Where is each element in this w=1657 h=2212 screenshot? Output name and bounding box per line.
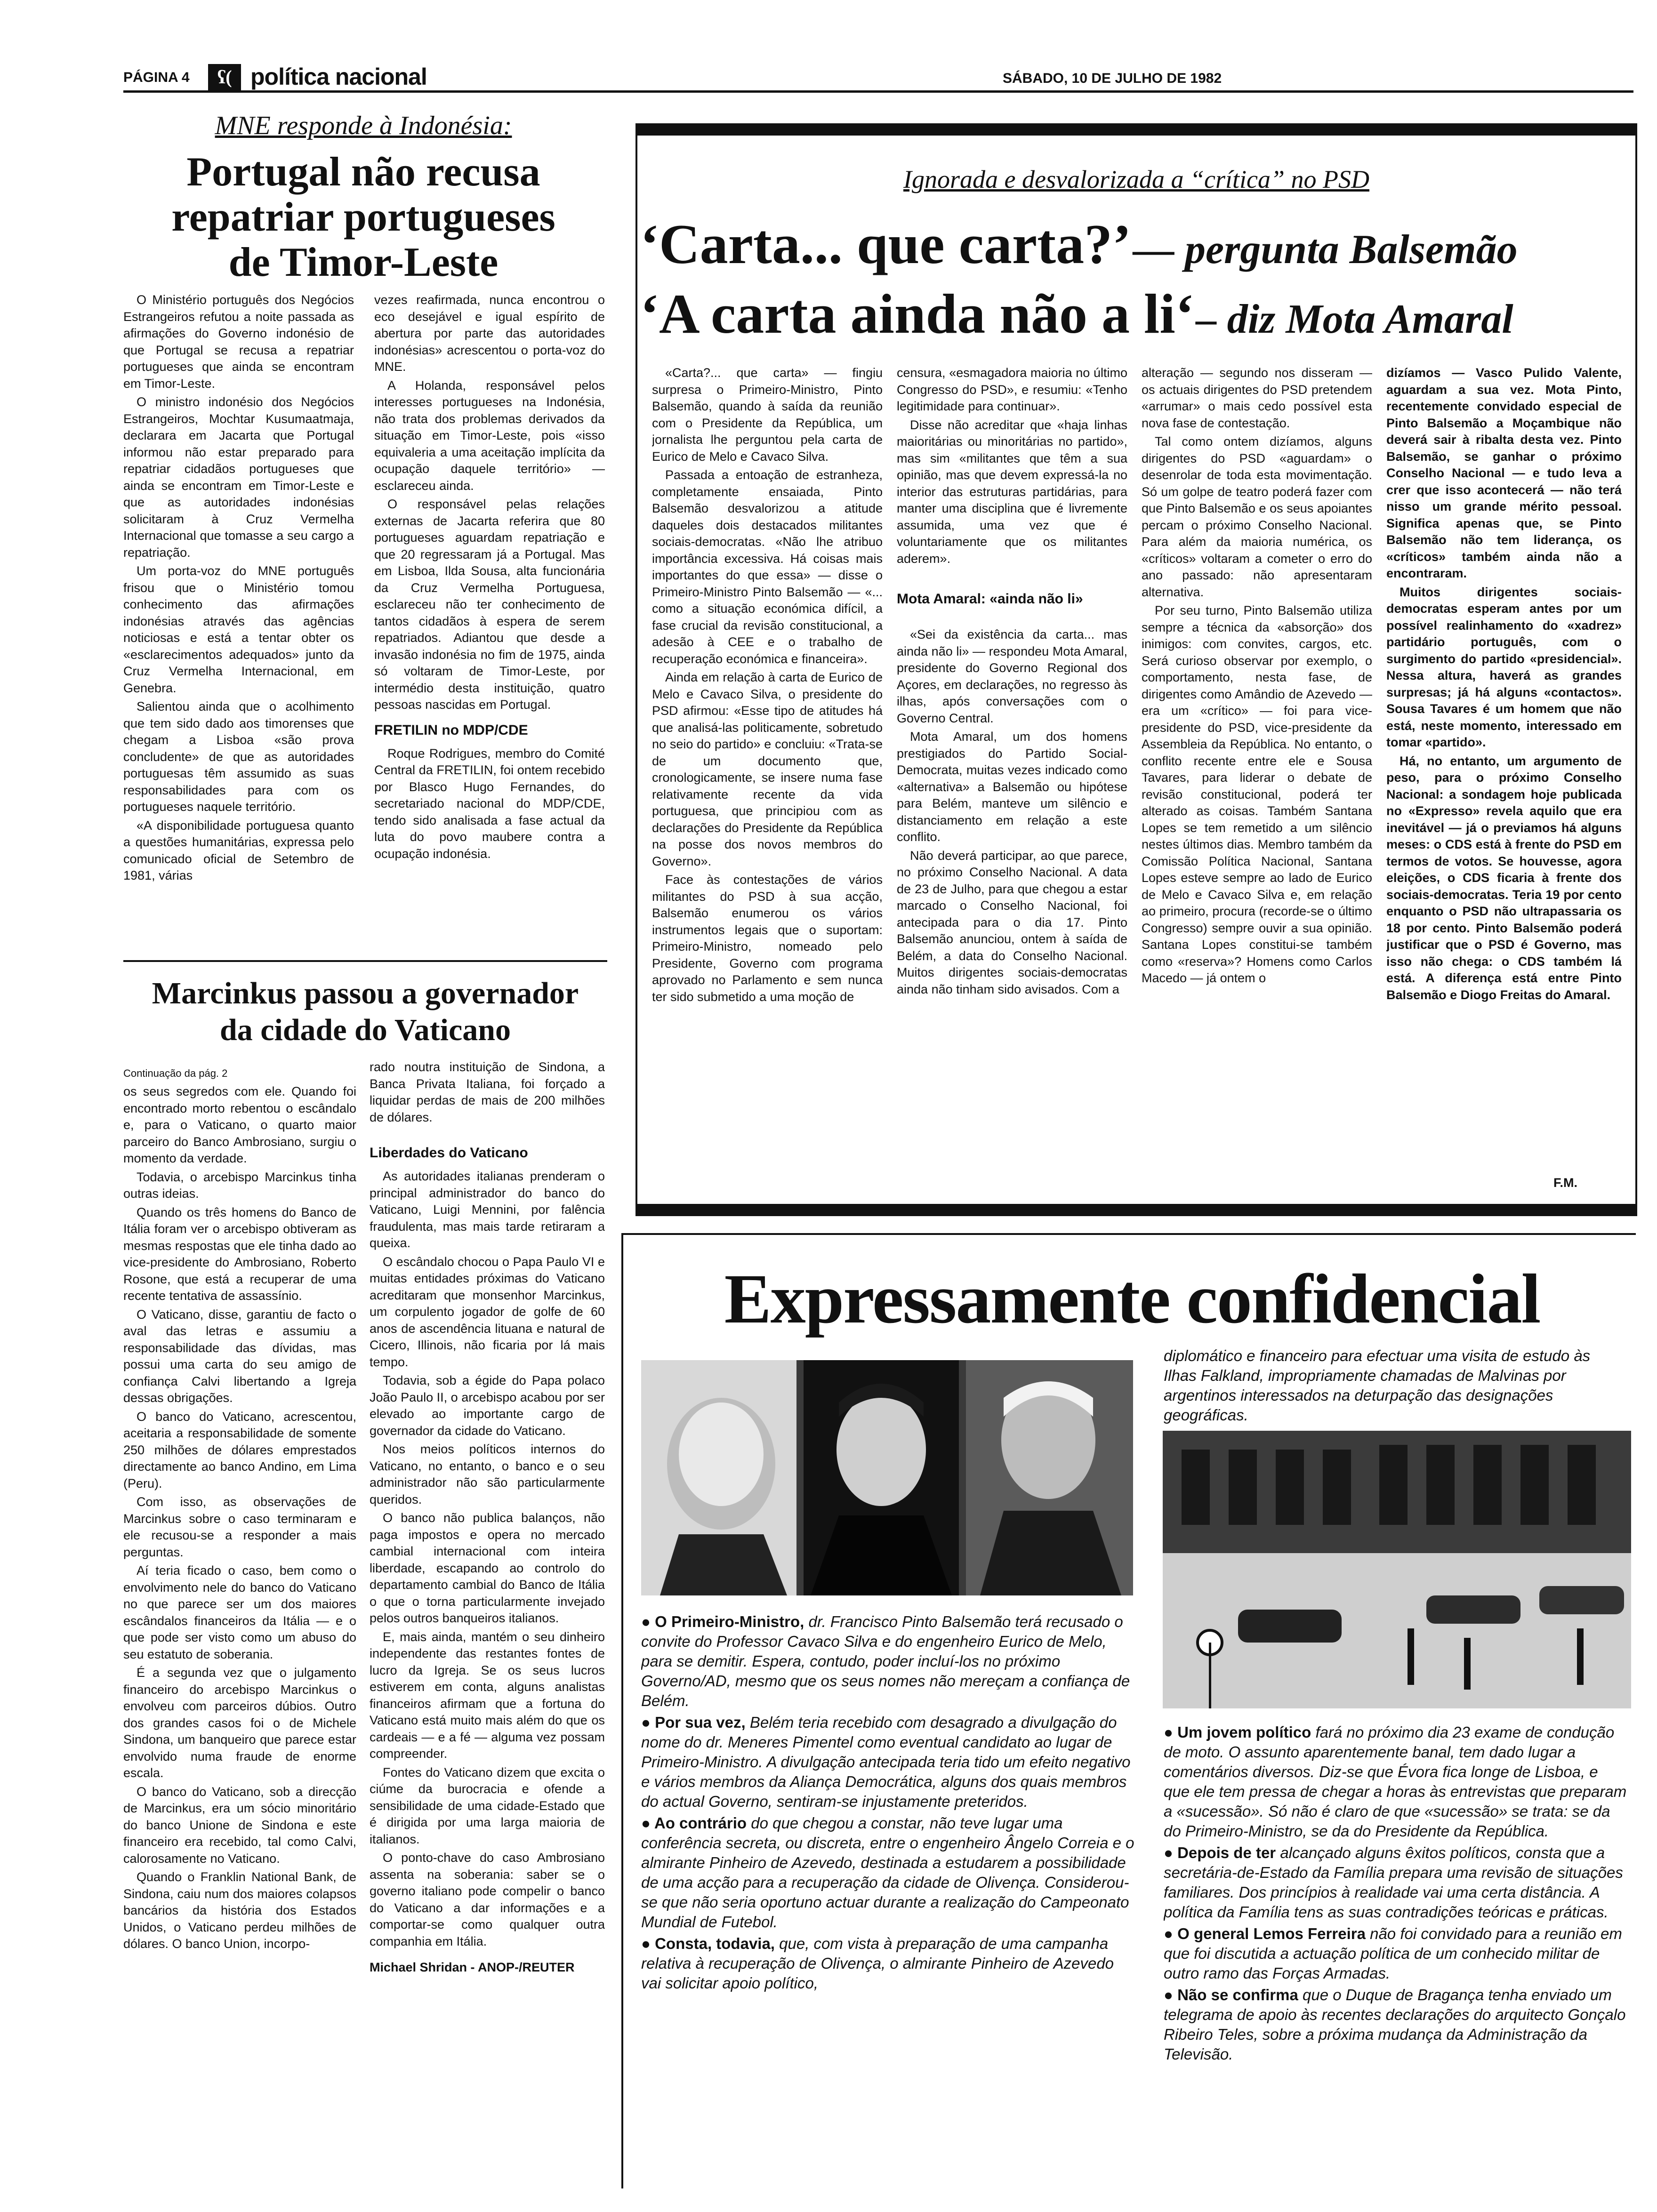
confidencial-left-notes <box>641 1612 1135 2181</box>
marcinkus-headline-line: da cidade do Vaticano <box>220 1013 511 1047</box>
paragraph: O responsável pelas relações externas de Jacarta referira que 80 portugueses aguardam repatriação e que 20 regressaram já a Portugal. Mas em Lisboa, Ilda Sousa, alta funcionária da Cruz Vermelha Portuguesa, esclareceu não ter conhecimento de tantos cidadãos à espera de serem repatriados. Adiantou que desde a invasão indonésia no fim de 1975, ainda só voltaram de Timor-Leste, por intermédio desta instituição, quatro pessoas nascidas em Portugal. <box>374 497 605 712</box>
note-text: do que chegou a constar, não teve lugar uma conferência secreta, ou discreta, entre o engenheiro Ângelo Correia e o almirante Pinheiro de Azevedo, destinada a estudarem a possibilidade de uma acção para a recuperação da cidade de Olivença. Considerou-se que não seria oportuno actuar durante a realização do Campeonato Mundial de Futebol. <box>641 1814 1134 1931</box>
section-logo-icon: ʕ( <box>208 64 241 90</box>
paragraph: O banco do Vaticano, acrescentou, aceitaria a responsabilidade de somente 250 milhões de dólares emprestados directamente ao banco Andino, em Lima (Peru). <box>123 1409 356 1491</box>
mota-amaral-subhead: Mota Amaral: «ainda não li» <box>897 591 1083 607</box>
paragraph: Muitos dirigentes sociais-democratas esperam antes por um possível realinhamento do «xadrez» partidário português, com o surgimento do partido «presidencial». Nessa altura, haverá as grandes surpresas; já há alguns «contactos». Sousa Tavares é um homem que não está, neste momento, interessado em tomar «partido». <box>1386 585 1622 749</box>
paragraph: Passada a entoação de estranheza, completamente ensaiada, Pinto Balsemão desvalorizou a atitude daqueles dois destacados militantes sociais-democratas. «Não lhe atribuo importância excessiva. Há coisas mais importantes do que essa» — disse o Primeiro-Ministro Pinto Balsemão — «... como a situação económica difícil, a fase crucial da revisão constitucional, a adesão à CEE e o trabalho de recuperação económica e financeira». <box>652 468 883 666</box>
paragraph: censura, «esmagadora maioria no último Congresso do PSD», e resumiu: «Tenho legitimidade para continuar». <box>897 366 1127 413</box>
note-text: Belém teria recebido com desagrado a divulgação do nome do dr. Meneres Pimentel como eventual candidato ao lugar de Primeiro-Ministro. A divulgação antecipada teria tido um efeito negativo e vários membros da Aliança Democrática, alguns dos quais membros do actual Governo, sentiram-se injustamente preteridos. <box>641 1714 1131 1810</box>
paragraph: O Ministério português dos Negócios Estrangeiros refutou a noite passada as afirmações do Governo indonésio de que Portugal se recusa a repatriar portugueses que ainda se encontram em Timor-Leste. <box>123 293 354 391</box>
fretilin-subhead: FRETILIN no MDP/CDE <box>374 722 528 738</box>
paragraph: Face às contestações de vários militantes do PSD à sua acção, Balsemão enumerou os vários instrumentos legais que o suportam: Primeiro-Ministro, nomeado pelo Presidente, Governo com programa aprovado no Parlamento e sem nunca ter sido submetido a uma moção de <box>652 873 883 1004</box>
note-lead: ● Por sua vez, <box>641 1714 746 1731</box>
note-text: não foi convidado para a reunião em que foi discutida a actuação política de um conhecido militar de outro ramo das Forças Armadas. <box>1164 1925 1622 1982</box>
note-text: alcançado alguns êxitos políticos, consta que a secretária-de-Estado da Família prepara uma revisão de situações familiares. Dos princípios à realidade vai uma certa distância. A política da Família tens as suas contradições teóricas e práticas. <box>1164 1844 1623 1921</box>
paragraph: diplomático e financeiro para efectuar uma visita de estudo às Ilhas Falkland, impropriamente chamadas de Malvinas por argentinos interessados na deturpação das designações geográficas. <box>1164 1347 1591 1424</box>
note-item <box>641 1934 1135 1993</box>
masthead-rule <box>123 90 1633 93</box>
paragraph: Quando o Franklin National Bank, de Sindona, caiu num dos maiores colapsos bancários da história dos Estados Unidos, o Vaticano perdeu milhões de dólares. O banco Union, incorpo- <box>123 1870 356 1951</box>
street-scene-photo <box>1163 1431 1631 1708</box>
note-item <box>1164 1843 1627 1922</box>
note-lead: ● Consta, todavia, <box>641 1935 775 1952</box>
note-lead: ● Ao contrário <box>641 1814 747 1832</box>
paragraph: Salientou ainda que o acolhimento que tem sido dado aos timorenses que chegam a Lisboa «são prova concludente» de que as autoridades portuguesas têm assumido as suas responsabilidades para com os portugueses naquele território. <box>123 699 354 814</box>
confidencial-right-notes <box>1164 1723 1627 2184</box>
marcinkus-headline <box>123 975 607 1049</box>
paragraph: Aí teria ficado o caso, bem como o envolvimento nele do banco do Vaticano no que parece ser um dos maiores escândalos financeiros da Itália — e o que pode ser visto como um abuso do seu estatuto de soberania. <box>123 1563 356 1661</box>
confidencial-headline: Expressamente confidencial <box>724 1260 1540 1338</box>
paragraph: Por seu turno, Pinto Balsemão utiliza sempre a técnica da «absorção» dos inimigos: com convites, cargos, etc. Será curioso observar por exemplo, o comportamento, nesta fase, de dirigentes como Amândio de Azevedo — era um «crítico» — foi para vice-presidente do PSD, vice-presidente da Assembleia da República. No entanto, o conflito recente entre ele e Sousa Tavares, para liderar o debate de revisão constitucional, poderá ter alterado as coisas. Também Santana Lopes se tem remetido a um silêncio nestes últimos dias. Membro também da Comissão Política Nacional, Santana Lopes esteve sempre ao lado de Eurico de Melo e Cavaco Silva e, em relação ao primeiro, procura (recorde-se o último Congresso) sempre ouvir a sua opinião. Santana Lopes constitui-se também como «reserva»? Homens como Carlos Macedo — já ontem o <box>1142 603 1372 985</box>
timor-headline-line: Portugal não recusa <box>186 149 540 195</box>
carta-headline-1 <box>640 212 1633 277</box>
paragraph: «Sei da existência da carta... mas ainda não li» — respondeu Mota Amaral, presidente do Governo Regional dos Açores, em declarações, no regresso às ilhas, após conversações com o Governo Central. <box>897 627 1127 725</box>
paragraph: O banco do Vaticano, sob a direcção de Marcinkus, era um sócio minoritário do banco Unione de Sindona e este financeiro era recebido, tal como Calvi, calorosamente no Vaticano. <box>123 1784 356 1866</box>
note-item <box>641 1813 1135 1932</box>
paragraph: Não deverá participar, ao que parece, no próximo Conselho Nacional. A data de 23 de Julho, para que chegou a estar marcado o Conselho Nacional, foi antecipada para o dia 17. Pinto Balsemão anunciou, ontem à saída de Belém, a data do Conselho Nacional. Muitos dirigentes sociais-democratas ainda não tinham sido avisados. Com a <box>897 848 1127 996</box>
carta-headline-2-main: ‘A carta ainda não a li‘ <box>640 282 1194 345</box>
timor-col-2 <box>374 292 605 951</box>
paragraph: Mota Amaral, um dos homens prestigiados do Partido Social-Democrata, muitas vezes indicado como «alternativa» a Balsemão ou hipótese para Belém, manteve um silêncio e distanciamento em relação a este conflito. <box>897 729 1127 844</box>
carta-box-bottom-bar <box>637 1204 1635 1214</box>
carta-kicker: Ignorada e desvalorizada a “crítica” no PSD <box>903 165 1369 193</box>
paragraph: Fontes do Vaticano dizem que excita o ciúme da burocracia e ofende a sensibilidade de uma cidade-Estado que é dirigida por uma larga maioria de italianos. <box>370 1765 605 1846</box>
paragraph: O Vaticano, disse, garantiu de facto o aval das letras e assumiu a responsabilidade das dívidas, mas possui uma carta do seu amigo de confiança Calvi libertando a Igreja dessas obrigações. <box>123 1307 356 1405</box>
paragraph: Todavia, sob a égide do Papa polaco João Paulo II, o arcebispo acabou por ser elevado ao importante cargo de governador da cidade do Vaticano. <box>370 1373 605 1438</box>
paragraph: os seus segredos com ele. Quando foi encontrado morto rebentou o escândalo e, para o Vaticano, o quarto maior parceiro do Banco Ambrosiano, surgiu o momento da verdade. <box>123 1084 356 1165</box>
confidencial-right-top <box>1164 1346 1627 1426</box>
paragraph: Um porta-voz do MNE português frisou que o Ministério tomou conhecimento das afirmações indonésias através das agências noticiosas e está a tentar obter os «esclarecimentos adequados» junto da Cruz Vermelha Internacional, em Genebra. <box>123 564 354 695</box>
carta-headline-2-tail: – diz Mota Amaral <box>1196 297 1513 342</box>
paragraph: rado noutra instituição de Sindona, a Banca Privata Italiana, foi forçado a liquidar perdas de mais de 200 milhões de dólares. <box>370 1060 605 1124</box>
carta-headline-1-main: ‘Carta... que carta?’ <box>640 213 1132 275</box>
note-lead: ● Depois de ter <box>1164 1844 1276 1861</box>
note-item <box>1164 1924 1627 1983</box>
note-text: dr. Francisco Pinto Balsemão terá recusado o convite do Professor Cavaco Silva e do engenheiro Eurico de Melo, para se demitir. Espera, contudo, poder incluí-los no próximo Governo/AD, mesmo que os seus nomes não mereçam a confiança de Belém. <box>641 1613 1130 1709</box>
paragraph: Todavia, o arcebispo Marcinkus tinha outras ideias. <box>123 1170 356 1201</box>
note-lead: ● O Primeiro-Ministro, <box>641 1613 804 1630</box>
note-lead: ● O general Lemos Ferreira <box>1164 1925 1366 1942</box>
note-text: fará no próximo dia 23 exame de condução de moto. O assunto aparentemente banal, tem dado lugar a comentários diversos. Diz-se que Évora fica longe de Lisboa, e que ele tem pressa de chegar a horas às entrevistas que preparam a «sucessão». Só não é claro de que «sucessão» se trata: se da do Primeiro-Ministro, se da do Presidente da República. <box>1164 1723 1627 1840</box>
street-scene-illustration <box>1163 1431 1631 1708</box>
paragraph: O ponto-chave do caso Ambrosiano assenta na soberania: saber se o governo italiano pode compelir o banco do Vaticano a dar informações e a comportar-se como qualquer outra companhia em Itália. <box>370 1851 605 1948</box>
carta-box-top-bar <box>637 125 1635 136</box>
carta-col-2 <box>897 365 1127 1193</box>
carta-headline-2 <box>640 281 1633 346</box>
paragraph: O escândalo chocou o Papa Paulo VI e muitas entidades próximas do Vaticano acreditaram que monsenhor Marcinkus, um corpulento jogador de golfe de 60 anos de ascendência lituana e natural de Cicero, Illinois, não ficaria por lá mais tempo. <box>370 1254 605 1369</box>
paragraph: O ministro indonésio dos Negócios Estrangeiros, Mochtar Kusumaatmaja, declarara em Jacarta que Portugal informou não estar preparado para repatriar cidadãos portugueses que ainda se encontram em Timor-Leste e que as autoridades indonésias solicitaram à Cruz Vermelha Internacional que tomasse a seu cargo a repatriação. <box>123 395 354 560</box>
carta-col-3 <box>1142 365 1372 1193</box>
note-item <box>641 1713 1135 1811</box>
timor-headline-line: de Timor-Leste <box>228 240 499 285</box>
note-item <box>1164 1723 1627 1841</box>
timor-headline <box>123 150 603 285</box>
timor-bottom-rule <box>123 960 607 962</box>
politicians-photo <box>641 1360 1133 1595</box>
carta-col-1 <box>652 365 883 1193</box>
marcinkus-col-1 <box>123 1083 356 2156</box>
section-title: política nacional <box>250 64 427 90</box>
note-lead: ● Não se confirma <box>1164 1986 1298 2004</box>
paragraph: vezes reafirmada, nunca encontrou o eco desejável e igual espírito de abertura por parte das autoridades indonésias» acrescentou o porta-voz do MNE. <box>374 293 605 374</box>
carta-signature: F.M. <box>1553 1176 1577 1190</box>
paragraph: Tal como ontem dizíamos, alguns dirigentes do PSD «aguardam» o desenrolar de toda esta movimentação. Só um golpe de teatro poderá fazer com que Pinto Balsemão e os seus apoiantes percam o próximo Conselho Nacional. Para além da maioria numérica, os «críticos» voltaram a cometer o erro do ano passado: não apresentaram alternativa. <box>1142 434 1372 599</box>
paragraph: dizíamos — Vasco Pulido Valente, aguardam a sua vez. Mota Pinto, recentemente convidado especial de Pinto Balsemão a Moçambique não deverá sair à ribalta desta vez. Pinto Balsemão, se ganhar o próximo Conselho Nacional — e tudo leva a crer que isso acontecerá — não terá nisso um grande mérito pessoal. Significa apenas que, se Pinto Balsemão não tem liderança, os «críticos» também ainda não a encontraram. <box>1386 366 1622 580</box>
marcinkus-headline-line: Marcinkus passou a governador <box>152 976 579 1010</box>
paragraph: E, mais ainda, mantém o seu dinheiro independente das restantes fontes de lucro da Igreja. Se os seus lucros estiverem em conta, alguns analistas financeiros afirmam que a fortuna do Vaticano está muito mais além do que os cardeais — e a fé — alguma vez possam compreender. <box>370 1629 605 1761</box>
vaticano-subhead: Liberdades do Vaticano <box>370 1145 528 1161</box>
paragraph: Disse não acreditar que «haja linhas maioritárias ou minoritárias no partido», mas sim «militantes que têm a sua opinião, mas que devem expressá-la no interior das estruturas partidárias, para manter uma disciplina que é livremente assumida, uma vez que é voluntariamente que os militantes aderem». <box>897 417 1127 566</box>
note-item <box>1164 1985 1627 2064</box>
paragraph: A Holanda, responsável pelos interesses portugueses na Indonésia, não trata dos problemas derivados da situação em Timor-Leste, pois «isso equivaleria a uma aceitação implícita da ocupação daquele território» — esclareceu ainda. <box>374 378 605 493</box>
marcinkus-col-2 <box>370 1059 605 2170</box>
paragraph: Ainda em relação à carta de Eurico de Melo e Cavaco Silva, o presidente do PSD afirmou: «Esse tipo de atitudes há que analisá-las politicamente, sobretudo no seio do partido» e concluiu: «Trata-se de um documento que, cronologicamente, se insere numa fase relativamente recente da vida portuguesa, que principiou com as declarações do Presidente da República na posse dos novos membros do Governo». <box>652 670 883 868</box>
paragraph: Nos meios políticos internos do Vaticano, no entanto, o banco e o seu administrador não são particularmente queridos. <box>370 1442 605 1507</box>
page-number: PÁGINA 4 <box>123 70 190 85</box>
continuation-note: Continuação da pág. 2 <box>123 1067 228 1079</box>
paragraph: «Carta?... que carta» — fingiu surpresa o Primeiro-Ministro, Pinto Balsemão, quando à saída da reunião com o Presidente da República, um jornalista lhe perguntou pela carta de Eurico de Melo e Cavaco Silva. <box>652 366 883 464</box>
paragraph: O banco não publica balanços, não paga impostos e opera no mercado cambial internacional com inteira liberdade, escapando ao controlo do departamento cambial do Banco de Itália o que o torna particularmente invejado pelos outros banqueiros italianos. <box>370 1511 605 1625</box>
byline: Michael Shridan - ANOP-/REUTER <box>370 1960 575 1974</box>
paragraph: Há, no entanto, um argumento de peso, para o próximo Conselho Nacional: a sondagem hoje publicada no «Expresso» revela aquilo que era inevitável — já o previamos há alguns meses: o CDS está à frente do PSD em termos de votos. Se houvesse, agora eleições, o CDS ficaria à frente dos sociais-democratas. Teria 19 por cento enquanto o PSD não ultrapassaria os 18 por cento. Pinto Balsemão poderá justificar que o PSD é Governo, mas isso não chega: o CDS também lá está. A diferença está entre Pinto Balsemão e Diogo Freitas do Amaral. <box>1386 753 1622 1002</box>
timor-col-1 <box>123 292 354 951</box>
paragraph: Com isso, as observações de Marcinkus sobre o caso terminaram e ele recusou-se a responder a mais perguntas. <box>123 1495 356 1559</box>
paragraph: É a segunda vez que o julgamento financeiro do arcebispo Marcinkus o envolveu com parceiros dúbios. Outro dos grandes casos foi o de Michele Sindona, um banqueiro que parece estar envolvido numa fraude de enorme escala. <box>123 1666 356 1780</box>
timor-kicker: MNE responde à Indonésia: <box>215 111 512 140</box>
note-text: que o Duque de Bragança tenha enviado um telegrama de apoio às recentes declarações do arquitecto Gonçalo Ribeiro Teles, sobre a próxima mudança da Administração da Televisão. <box>1164 1986 1626 2063</box>
paragraph: As autoridades italianas prenderam o principal administrador do banco do Vaticano, Luigi Mennini, por falência fraudulenta, mas mais tarde retiraram a queixa. <box>370 1169 605 1250</box>
note-lead: ● Um jovem político <box>1164 1723 1311 1741</box>
paragraph: Roque Rodrigues, membro do Comité Central da FRETILIN, foi ontem recebido por Blasco Hugo Fernandes, do secretariado nacional do MDP/CDE, tendo sido analisada a fase actual da luta do povo maubere contra a ocupação indonésia. <box>374 746 605 861</box>
paragraph: «A disponibilidade portuguesa quanto a questões humanitárias, expressa pelo comunicado oficial de Setembro de 1981, várias <box>123 818 354 882</box>
note-text: que, com vista à preparação de uma campanha relativa à recuperação de Olivença, o almirante Pinheiro de Azevedo vai solicitar apoio político, <box>641 1935 1114 1992</box>
note-item <box>641 1612 1135 1711</box>
paragraph: Quando os três homens do Banco de Itália foram ver o arcebispo obtiveram as mesmas respostas que ele tinha dado ao vice-presidente do Ambrosiano, Roberto Rosone, que está a recuperar de uma recente tentativa de assassínio. <box>123 1205 356 1303</box>
carta-col-4 <box>1386 365 1622 1184</box>
page-date: SÁBADO, 10 DE JULHO DE 1982 <box>1003 71 1222 86</box>
timor-headline-line: repatriar portugueses <box>171 194 555 240</box>
carta-headline-1-tail: — pergunta Balsemão <box>1133 227 1518 272</box>
politicians-photo-illustration <box>641 1360 1133 1595</box>
paragraph: alteração — segundo nos disseram — os actuais dirigentes do PSD pretendem «arrumar» o mais cedo possível esta nova fase de contestação. <box>1142 366 1372 430</box>
